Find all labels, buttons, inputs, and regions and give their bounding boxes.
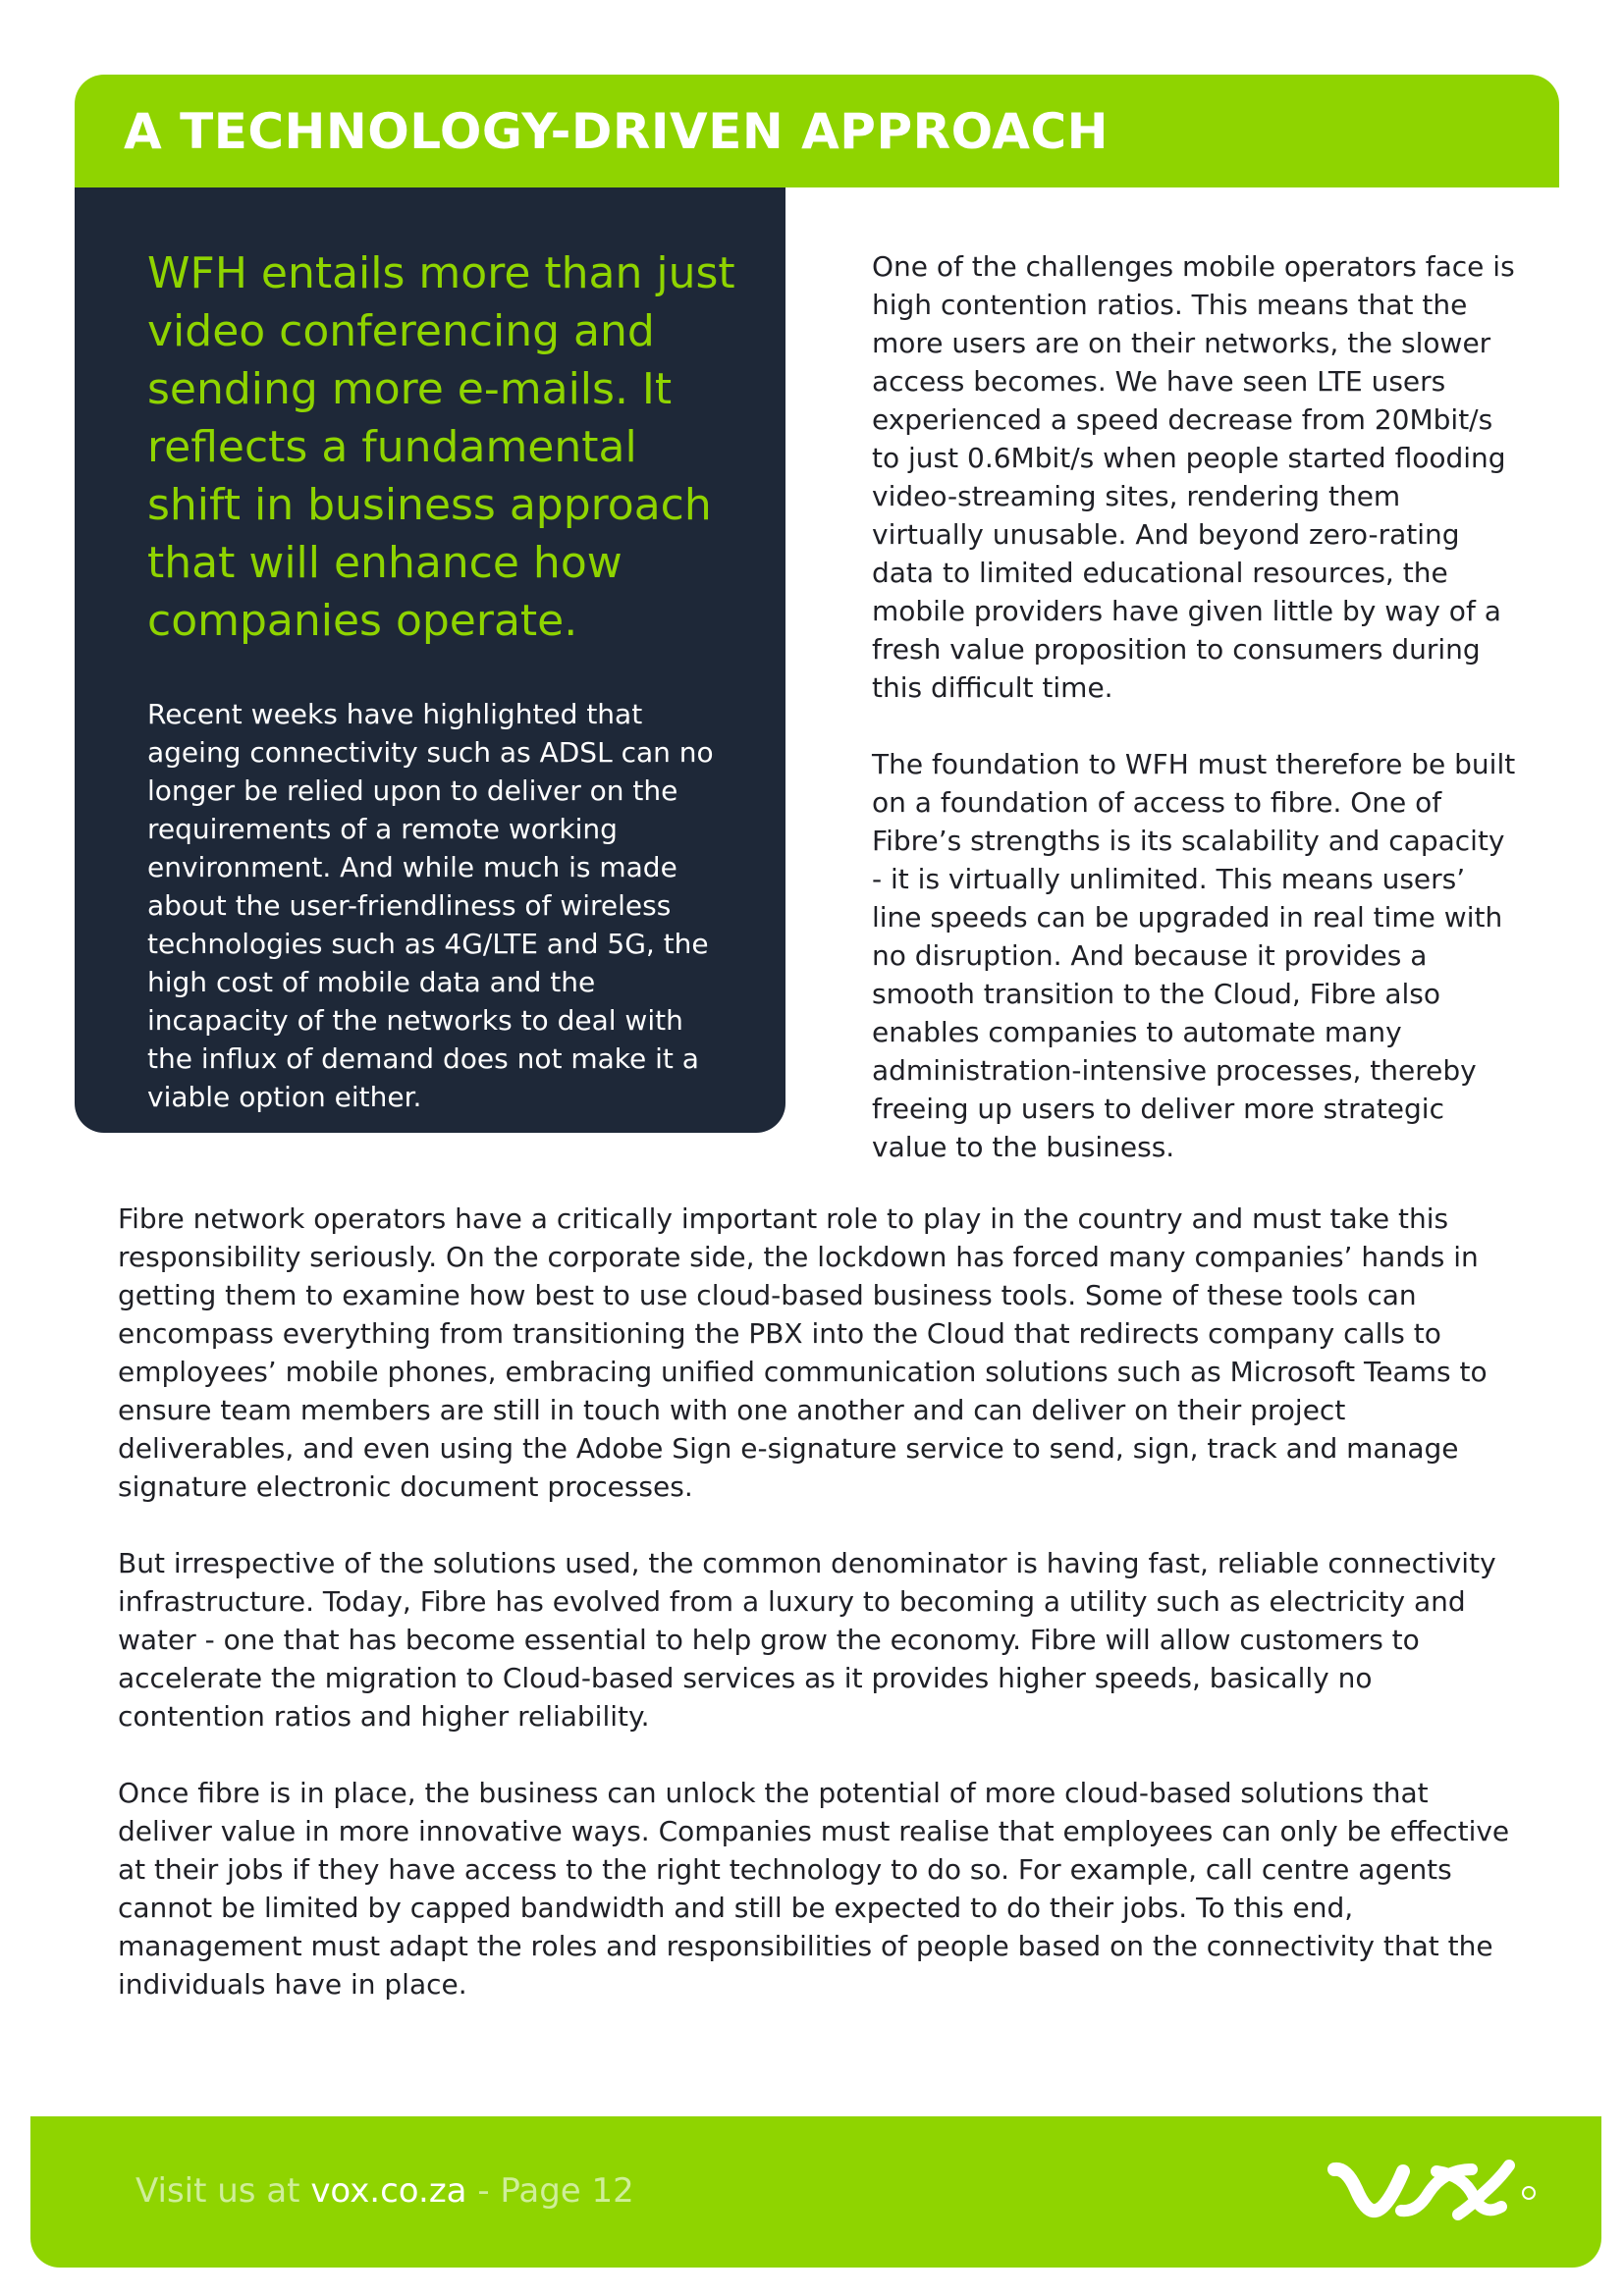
right-column: [872, 247, 1520, 1204]
footer-text: [135, 2171, 634, 2211]
footer-site-link[interactable]: vox.co.za: [310, 2171, 467, 2211]
vox-logo-icon: [1326, 2150, 1543, 2234]
header-bar: [75, 75, 1559, 187]
callout-box: [75, 187, 785, 1133]
right-paragraph: One of the challenges mobile operators face is high contention ratios. This means that the more users are on their networks, the slower access becomes. We have seen LTE users experienced a speed decrease from 20Mbit/s to just 0.6Mbit/s when people started flooding video-streaming sites, rendering them virtually unusable. And beyond zero-rating data to limited educational resources, the mobile providers have given little by way of a fresh value proposition to consumers during this difficult time.: [872, 250, 1515, 704]
footer-bar: [30, 2116, 1601, 2268]
callout-quote: WFH entails more than just video conferencing and sending more e-mails. It reflects a fundamental shift in business approach that will enhance how companies operate.: [147, 248, 735, 646]
right-paragraph: The foundation to WFH must therefore be built on a foundation of access to fibre. One of Fibre’s strengths is its scalability and capacity - it is virtually unlimited. This means users’ line speeds can be upgraded in real time with no disruption. And because it provides a smooth transition to the Cloud, Fibre also enables companies to automate many administration-intensive processes, thereby freeing up users to deliver more strategic value to the business.: [872, 748, 1516, 1163]
footer-prefix: Visit us at: [135, 2171, 311, 2211]
callout-body: Recent weeks have highlighted that ageing connectivity such as ADSL can no longer be relied upon to deliver on the requirements of a remote working environment. And while much is made about the user-friendliness of wireless technologies such as 4G/LTE and 5G, the high cost of mobile data and the incapacity of the networks to deal with the influx of demand does not make it a viable option either.: [147, 698, 714, 1113]
body-paragraph: Once fibre is in place, the business can unlock the potential of more cloud-based solutions that deliver value in more innovative ways. Companies must realise that employees can only be effective at their jobs if they have access to the right technology to do so. For example, call centre agents cannot be limited by capped bandwidth and still be expected to do their jobs. To this end, management must adapt the roles and responsibilities of people based on the connectivity that the individuals have in place.: [118, 1777, 1510, 2001]
page-title: A TECHNOLOGY-DRIVEN APPROACH: [124, 102, 1109, 160]
footer-page-number: - Page 12: [466, 2171, 634, 2211]
body-text: [118, 1200, 1512, 2042]
body-paragraph: But irrespective of the solutions used, the common denominator is having fast, reliable connectivity infrastructure. Today, Fibre has evolved from a luxury to becoming a utility such as electricity and water - one that has become essential to help grow the economy. Fibre will allow customers to accelerate the migration to Cloud-based services as it provides higher speeds, basically no contention ratios and higher reliability.: [118, 1547, 1496, 1733]
body-paragraph: Fibre network operators have a critically important role to play in the country and must take this responsibility seriously. On the corporate side, the lockdown has forced many companies’ hands in getting them to examine how best to use cloud-based business tools. Some of these tools can encompass everything from transitioning the PBX into the Cloud that redirects company calls to employees’ mobile phones, embracing unified communication solutions such as Microsoft Teams to ensure team members are still in touch with one another and can deliver on their project deliverables, and even using the Adobe Sign e-signature service to send, sign, track and manage signature electronic document processes.: [118, 1202, 1488, 1503]
